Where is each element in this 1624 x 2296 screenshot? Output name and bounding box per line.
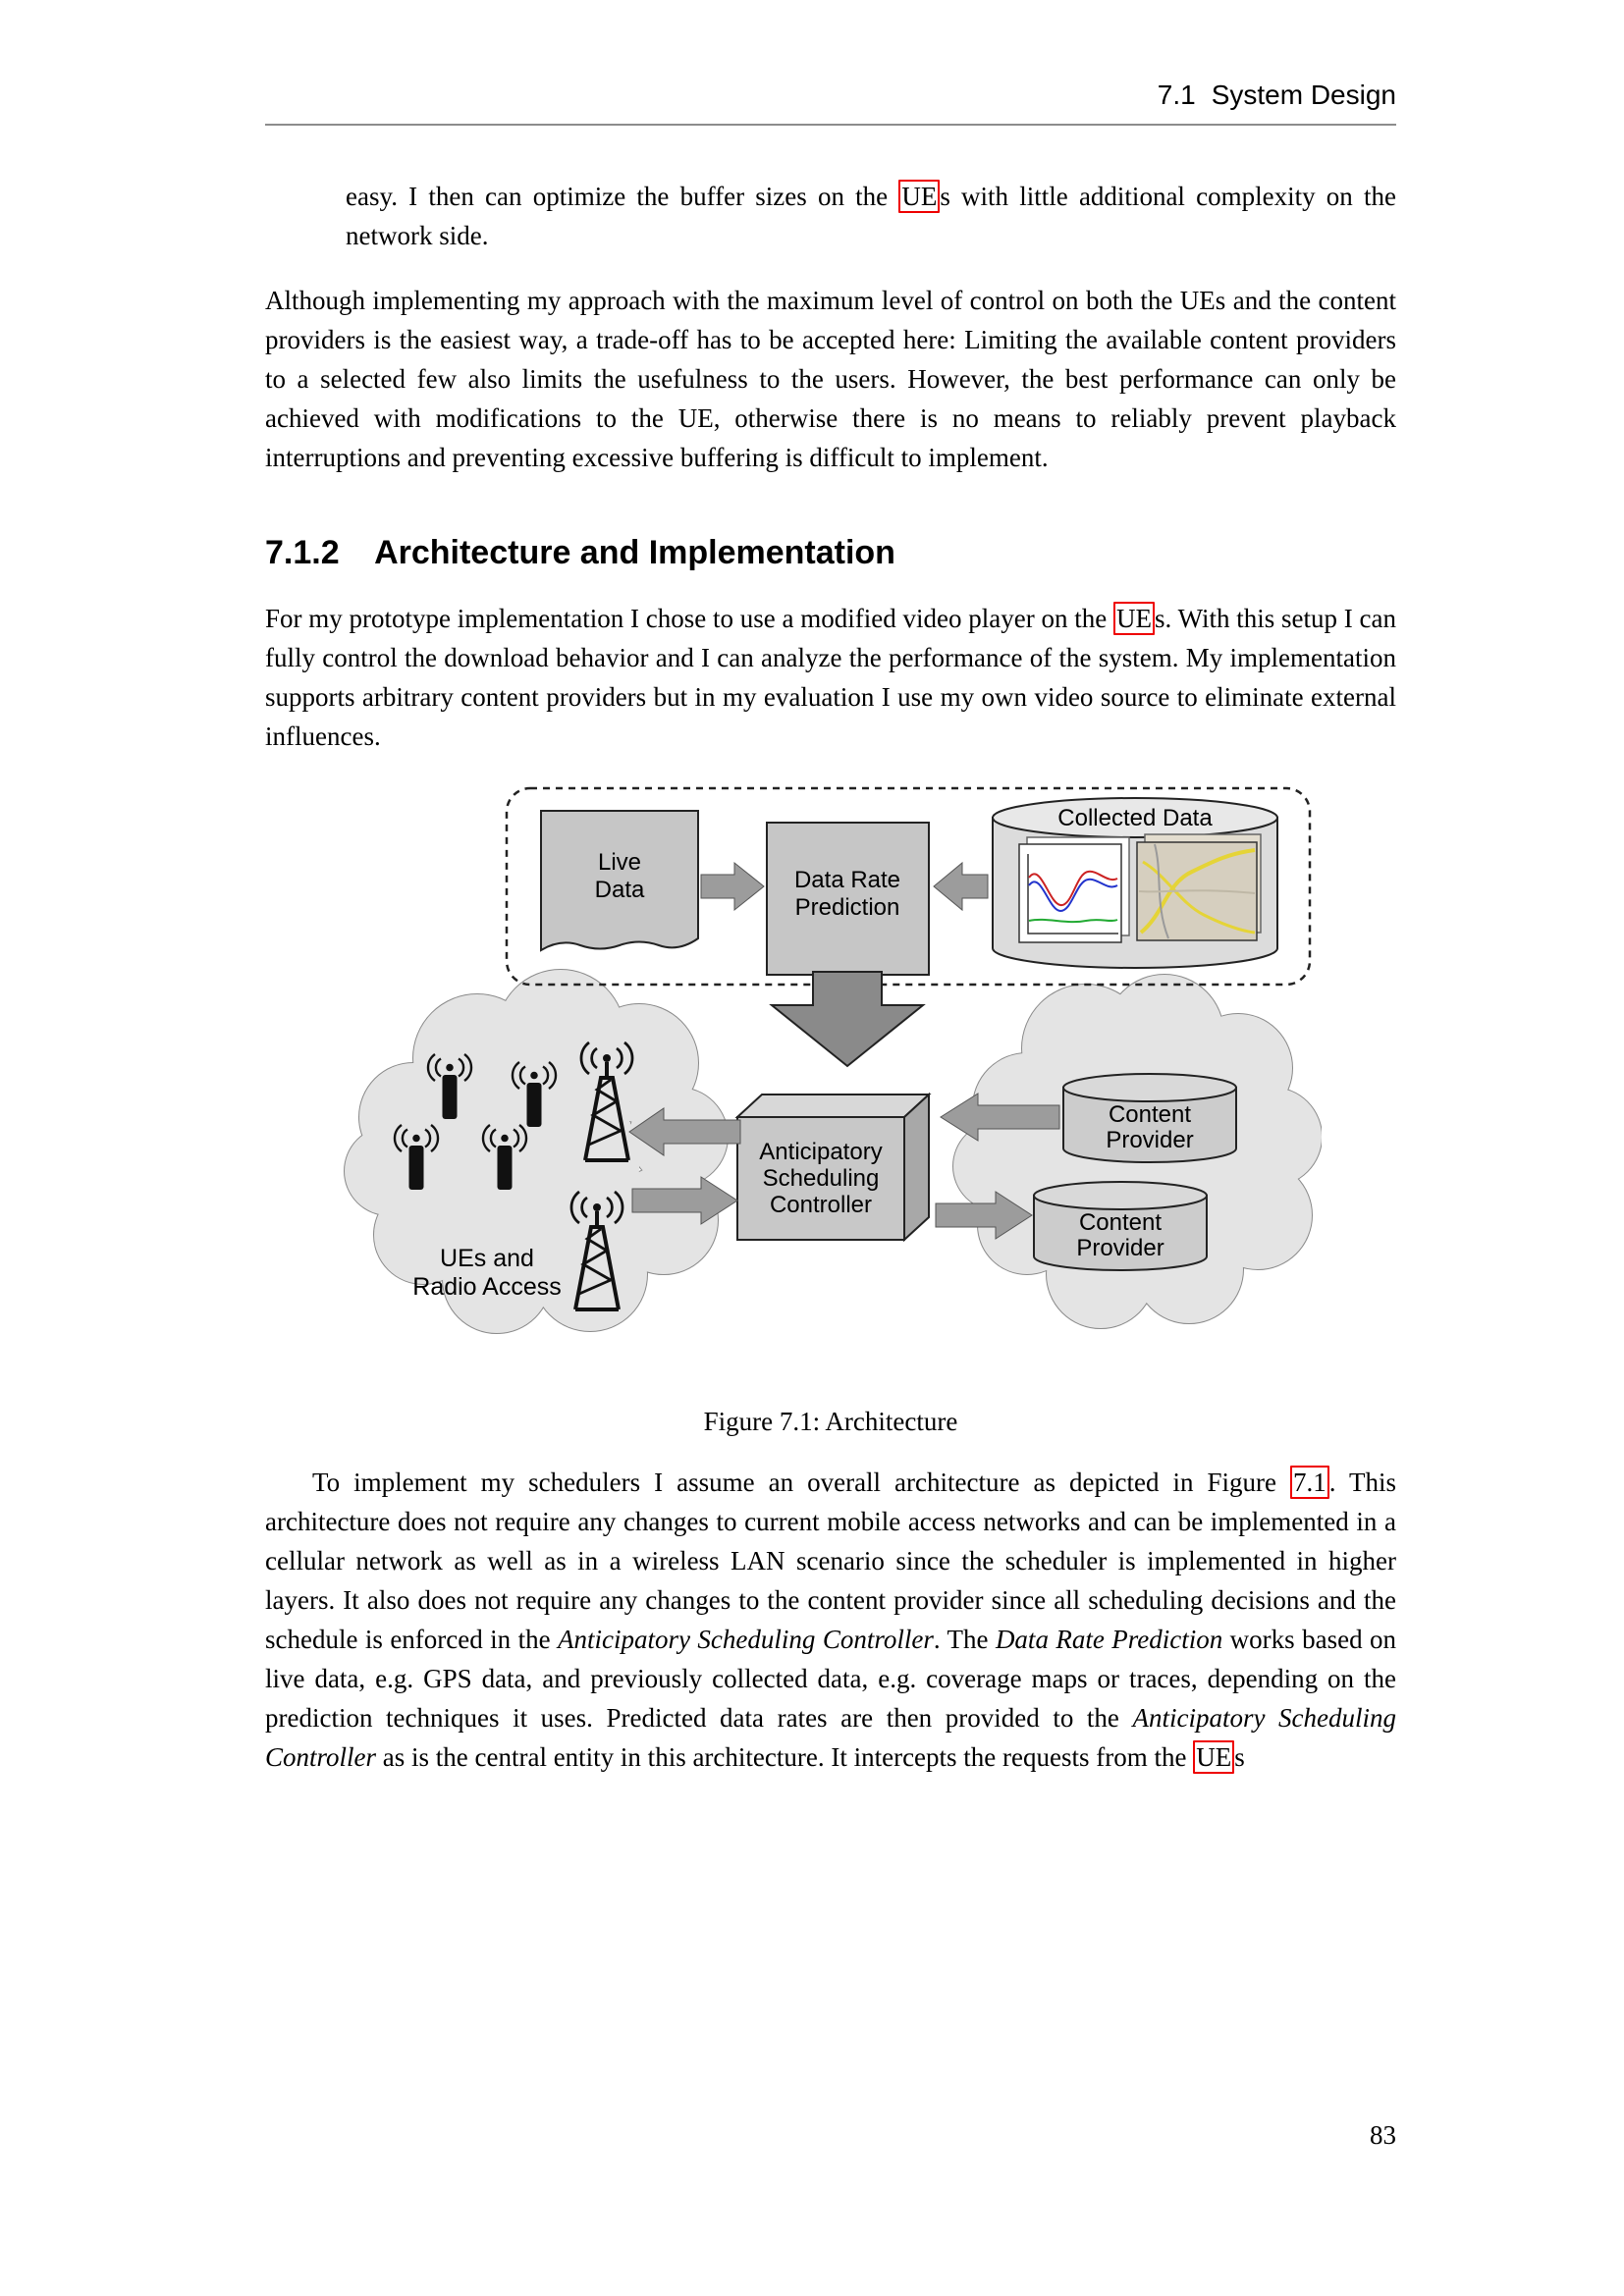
arrow-collected-to-prediction bbox=[934, 863, 988, 910]
text-run: . The bbox=[933, 1625, 996, 1654]
arrow-livedata-to-prediction bbox=[701, 863, 764, 910]
ues-label: Radio Access bbox=[412, 1273, 562, 1301]
live-data-label: Live bbox=[597, 849, 642, 876]
section-heading-title: Architecture and Implementation bbox=[374, 534, 895, 571]
data-rate-prediction-box bbox=[767, 823, 929, 975]
text-run: s. With this setup I can fully control the download behavior and I can analyze the performance of the system. My implementation supports arbitrary content providers but in my evaluation I use my own video source to eliminate external influences. bbox=[265, 604, 1396, 751]
content-provider-top bbox=[1063, 1074, 1236, 1162]
live-data-label: Data bbox=[594, 877, 645, 903]
content-provider-cloud bbox=[953, 975, 1322, 1328]
running-header bbox=[265, 79, 1396, 126]
controller-label: Controller bbox=[769, 1192, 873, 1218]
ues-label: UEs and bbox=[440, 1245, 534, 1272]
text-run: To implement my schedulers I assume an overall architecture as depicted in Figure bbox=[312, 1468, 1290, 1497]
page-number: 83 bbox=[1370, 2120, 1396, 2150]
content-provider-bottom bbox=[1034, 1182, 1207, 1270]
paragraph-tradeoff bbox=[265, 281, 1396, 477]
section-heading-number: 7.1.2 bbox=[265, 534, 340, 571]
text-run: For my prototype implementation I chose to use a modified video player on the bbox=[265, 604, 1114, 633]
content-provider-label: Content bbox=[1078, 1209, 1163, 1236]
text-run: s bbox=[1234, 1742, 1245, 1772]
arrow-prediction-to-controller bbox=[772, 972, 923, 1066]
content-provider-label: Provider bbox=[1106, 1127, 1194, 1153]
ref-link[interactable]: UE bbox=[898, 180, 940, 213]
text-run: . This architecture does not require any changes to current mobile access networks and can be implemented in a cellular network as well as in a wireless LAN scenario since the scheduler is implemented in higher layers. It also does not require any changes to the content provider since all scheduling decisions and the schedule is enforced in the bbox=[265, 1468, 1397, 1654]
text-run: works based on live data, e.g. GPS data, and previously collected data, e.g. coverage maps or traces, depending on the prediction techniques it uses. Predicted data rates are then provided to the bbox=[265, 1625, 1396, 1733]
section-heading bbox=[265, 532, 1396, 573]
chart-thumbnail bbox=[1019, 837, 1129, 942]
text-run: as is the central entity in this architecture. It intercepts the requests from the bbox=[376, 1742, 1194, 1772]
text-run: s with little additional complexity on the network side. bbox=[346, 182, 1396, 250]
content-provider-label: Provider bbox=[1076, 1235, 1164, 1261]
text-run: Although implementing my approach with the maximum level of control on both the UEs and the content providers is the easiest way, a trade-off has to be accepted here: Limiting the available content providers to a selected few also limits the usefulness to the users. However, the best performance can only be achieved with modifications to the UE, otherwise there is no means to reliably prevent playback interruptions and preventing excessive buffering is difficult to implement. bbox=[265, 286, 1396, 472]
data-rate-prediction-label: Prediction bbox=[794, 894, 900, 921]
controller-label: Anticipatory bbox=[759, 1139, 883, 1165]
collected-data-cylinder bbox=[993, 798, 1277, 968]
architecture-diagram bbox=[340, 783, 1322, 1353]
ues-cloud bbox=[345, 970, 728, 1333]
live-data-shape bbox=[541, 811, 698, 950]
ref-link[interactable]: UE bbox=[1113, 602, 1155, 635]
controller-label: Scheduling bbox=[762, 1165, 880, 1192]
figure-architecture bbox=[340, 783, 1322, 1360]
data-rate-prediction-label: Data Rate bbox=[793, 867, 901, 893]
ref-link[interactable]: 7.1 bbox=[1290, 1466, 1329, 1499]
figure-caption: Figure 7.1: Architecture bbox=[703, 1407, 958, 1436]
collected-data-label: Collected Data bbox=[1057, 805, 1213, 831]
emphasis-text: Data Rate Prediction bbox=[995, 1625, 1223, 1654]
header-section-title: System Design bbox=[1211, 80, 1396, 110]
header-section-number: 7.1 bbox=[1157, 80, 1196, 110]
emphasis-text: Anticipatory Scheduling Controller bbox=[558, 1625, 934, 1654]
map-thumbnail bbox=[1137, 834, 1261, 940]
paragraph-prototype bbox=[265, 599, 1396, 756]
emphasis-text: Anticipatory Scheduling Controller bbox=[265, 1703, 1396, 1772]
text-run: easy. I then can optimize the buffer sizes on the bbox=[346, 182, 899, 211]
ref-link[interactable]: UE bbox=[1193, 1740, 1234, 1774]
content-provider-label: Content bbox=[1108, 1101, 1192, 1128]
paragraph-buffer-sizes bbox=[346, 177, 1396, 255]
paragraph-architecture bbox=[265, 1463, 1396, 1777]
scheduling-controller-box bbox=[737, 1095, 929, 1240]
